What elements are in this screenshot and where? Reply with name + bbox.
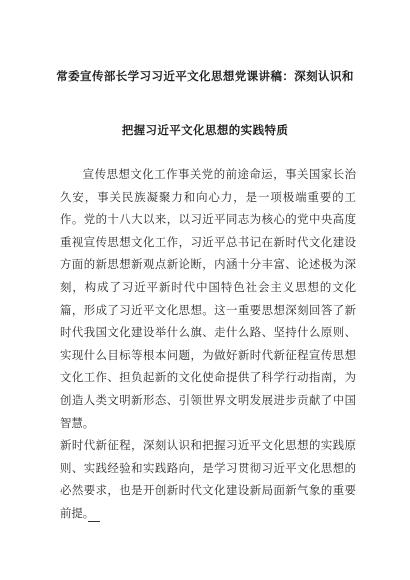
document-title-line-1: 常委宣传部长学习习近平文化思想党课讲稿：深刻认识和 [56, 69, 354, 83]
body-paragraph-1: 宣传思想文化工作事关党的前途命运，事关国家长治久安，事关民族凝聚力和向心力，是一项极端重要的工作。党的十八大以来，以习近平同志为核心的党中央高度重视宣传思想文化工作，习近平总书记在新时代文化建设方面的新思想新观点新论断，内涵十分丰富、论述极为深刻，构成了习近平新时代中国特色社会主义思想的文化篇，形成了习近平文化思想。这一重要思想深刻回答了新时代我国文化建设举什么旗、走什么路、坚持什么原则、实现什么目标等根本问题，为做好新时代新征程宣传思想文化工作、担负起新的文化使命提供了科学行动指南，为创造人类文明新形态、引领世界文明发展进步贡献了中国智慧。 [60, 167, 356, 430]
document-title-line-2: 把握习近平文化思想的实践特质 [121, 123, 289, 137]
body-paragraph-2: 新时代新征程，深刻认识和把握习近平文化思想的实践原则、实践经验和实践路向，是学习贯彻习近平文化思想的必然要求，也是开创新时代文化建设新局面新气象的重要前提。 [60, 438, 356, 520]
document-body [60, 163, 356, 525]
section-marker-dash [88, 521, 100, 522]
